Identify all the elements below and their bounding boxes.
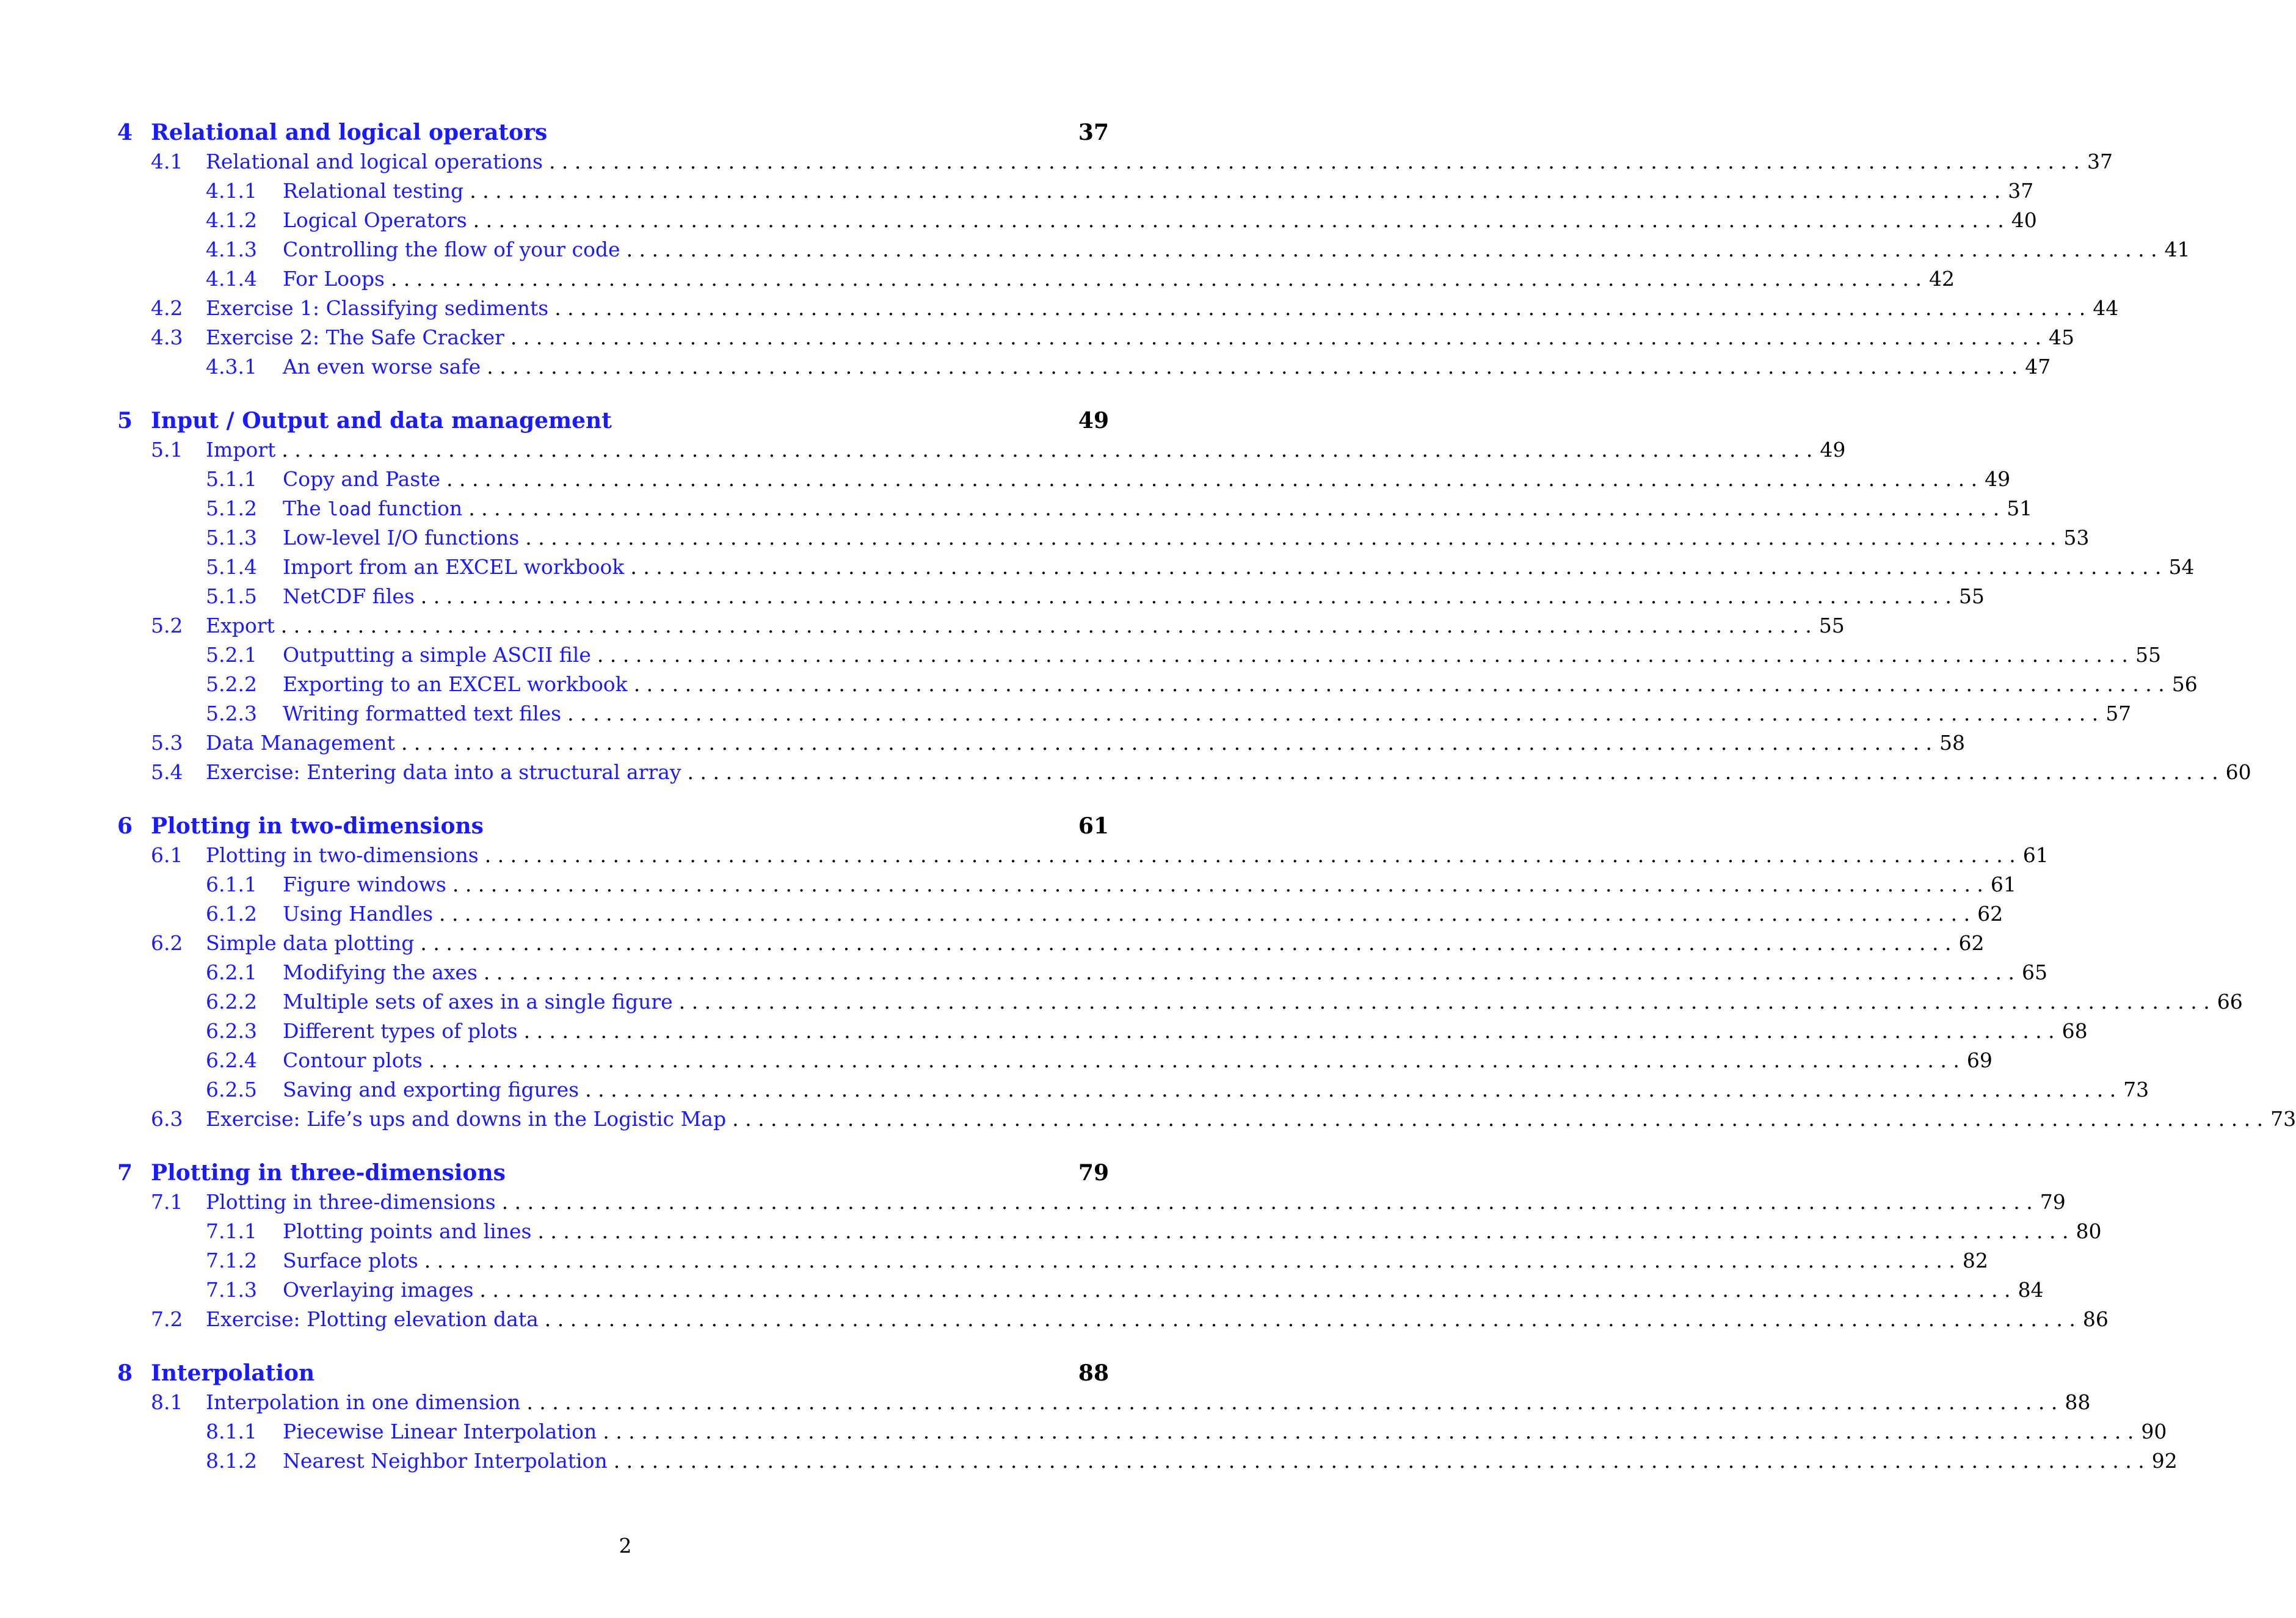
entry-title-link[interactable]: An even worse safe — [283, 355, 481, 379]
entry-number: 5.1.3 — [206, 526, 257, 550]
entry-page: 68 — [2062, 1019, 2088, 1043]
entry-page: 92 — [2151, 1449, 2178, 1473]
entry-number: 6.2 — [151, 931, 183, 955]
toc-entry-6-2-2[interactable] — [117, 987, 2243, 1017]
toc-entry-5-2-2[interactable] — [117, 670, 2198, 699]
toc-entry-5-2-3[interactable] — [117, 699, 2132, 728]
toc-entry-5-2-1[interactable] — [117, 640, 2161, 670]
entry-title-link[interactable]: For Loops — [283, 267, 385, 291]
chapter-title-link[interactable]: Plotting in two-dimensions — [151, 813, 484, 839]
toc-entry-5-1-1[interactable] — [117, 465, 2011, 494]
table-of-contents — [117, 118, 2296, 1476]
entry-page: 73 — [2270, 1107, 2296, 1131]
chapter-gap — [117, 1334, 1109, 1359]
toc-entry-8-1-1[interactable] — [117, 1417, 2167, 1446]
entry-title-link[interactable]: Overlaying images — [283, 1278, 474, 1302]
dot-leader: . . . . . . . . . . . . . . . . . . . . . . . . . . . . . . . . . . . . . . . . . . . . . . . . . . . . . . . . . . . . . . . . . . . . . . . . . . . . . . . . . . . . . . . . . . . . . . . . . . . . . . . . . . . . . . . . . . . . . . . . — [544, 1307, 2076, 1331]
toc-entry-6-2[interactable] — [117, 929, 1985, 958]
entry-title-link[interactable]: Import from an EXCEL workbook — [283, 555, 625, 579]
entry-title-part: function — [371, 496, 463, 520]
chapter-number: 6 — [117, 813, 133, 839]
entry-number: 4.1.1 — [206, 179, 257, 203]
entry-number: 6.2.1 — [206, 960, 257, 984]
toc-entry-4-1-4[interactable] — [117, 264, 1955, 294]
dot-leader: . . . . . . . . . . . . . . . . . . . . . . . . . . . . . . . . . . . . . . . . . . . . . . . . . . . . . . . . . . . . . . . . . . . . . . . . . . . . . . . . . . . . . . . . . . . . . . . . . . . . . . . . . . . . . . . . . . . . . . . . — [420, 584, 1952, 608]
entry-number: 6.1.2 — [206, 902, 257, 926]
chapter-number: 7 — [117, 1160, 133, 1186]
toc-entry-6-2-5[interactable] — [117, 1075, 2149, 1105]
entry-page: 42 — [1929, 267, 1955, 291]
dot-leader: . . . . . . . . . . . . . . . . . . . . . . . . . . . . . . . . . . . . . . . . . . . . . . . . . . . . . . . . . . . . . . . . . . . . . . . . . . . . . . . . . . . . . . . . . . . . . . . . . . . . . . . . . . . . . . . . . . . . . . . . — [613, 1449, 2145, 1473]
dot-leader: . . . . . . . . . . . . . . . . . . . . . . . . . . . . . . . . . . . . . . . . . . . . . . . . . . . . . . . . . . . . . . . . . . . . . . . . . . . . . . . . . . . . . . . . . . . . . . . . . . . . . . . . . . . . . . . . . . . . . . . . — [439, 902, 1971, 926]
entry-page: 47 — [2025, 355, 2051, 379]
toc-entry-7-1-3[interactable] — [117, 1275, 2044, 1305]
dot-leader: . . . . . . . . . . . . . . . . . . . . . . . . . . . . . . . . . . . . . . . . . . . . . . . . . . . . . . . . . . . . . . . . . . . . . . . . . . . . . . . . . . . . . . . . . . . . . . . . . . . . . . . . . . . . . . . . . . . . . . . . — [597, 643, 2128, 667]
toc-entry-8-1-2[interactable] — [117, 1446, 2178, 1476]
chapter-gap — [117, 382, 1109, 406]
entry-title-link[interactable]: Nearest Neighbor Interpolation — [283, 1449, 608, 1473]
entry-number: 5.1 — [151, 438, 183, 462]
entry-page: 61 — [2022, 843, 2049, 867]
entry-number: 8.1 — [151, 1390, 183, 1414]
dot-leader: . . . . . . . . . . . . . . . . . . . . . . . . . . . . . . . . . . . . . . . . . . . . . . . . . . . . . . . . . . . . . . . . . . . . . . . . . . . . . . . . . . . . . . . . . . . . . . . . . . . . . . . . . . . . . . . . . . . . . . . . — [487, 355, 2018, 379]
toc-chapter-8[interactable] — [117, 1359, 1109, 1388]
toc-entry-6-2-4[interactable] — [117, 1046, 1993, 1075]
entry-page: 88 — [2065, 1390, 2091, 1414]
entry-title-link[interactable]: Plotting in three-dimensions — [206, 1190, 496, 1214]
entry-title-link[interactable]: Figure windows — [283, 872, 446, 896]
dot-leader: . . . . . . . . . . . . . . . . . . . . . . . . . . . . . . . . . . . . . . . . . . . . . . . . . . . . . . . . . . . . . . . . . . . . . . . . . . . . . . . . . . . . . . . . . . . . . . . . . . . . . . . . . . . . . . . . . . . . . . . . — [282, 438, 1813, 462]
chapter-gap — [117, 787, 1109, 811]
toc-chapter-4[interactable] — [117, 118, 1109, 147]
entry-number: 5.2 — [151, 614, 183, 637]
entry-number: 6.1.1 — [206, 872, 257, 896]
toc-entry-5-1-4[interactable] — [117, 553, 2195, 582]
dot-leader: . . . . . . . . . . . . . . . . . . . . . . . . . . . . . . . . . . . . . . . . . . . . . . . . . . . . . . . . . . . . . . . . . . . . . . . . . . . . . . . . . . . . . . . . . . . . . . . . . . . . . . . . . . . . . . . . . . . . . . . . — [630, 555, 2162, 579]
entry-number: 8.1.1 — [206, 1420, 257, 1443]
dot-leader: . . . . . . . . . . . . . . . . . . . . . . . . . . . . . . . . . . . . . . . . . . . . . . . . . . . . . . . . . . . . . . . . . . . . . . . . . . . . . . . . . . . . . . . . . . . . . . . . . . . . . . . . . . . . . . . . . . . . . . . . — [548, 150, 2080, 173]
toc-entry-6-2-1[interactable] — [117, 958, 2047, 987]
entry-number: 7.2 — [151, 1307, 183, 1331]
toc-entry-6-1-2[interactable] — [117, 899, 2004, 929]
entry-page: 58 — [1939, 731, 1966, 755]
dot-leader: . . . . . . . . . . . . . . . . . . . . . . . . . . . . . . . . . . . . . . . . . . . . . . . . . . . . . . . . . . . . . . . . . . . . . . . . . . . . . . . . . . . . . . . . . . . . . . . . . . . . . . . . . . . . . . . . . . . . . . . . — [446, 467, 1978, 491]
entry-page: 66 — [2217, 990, 2243, 1014]
dot-leader: . . . . . . . . . . . . . . . . . . . . . . . . . . . . . . . . . . . . . . . . . . . . . . . . . . . . . . . . . . . . . . . . . . . . . . . . . . . . . . . . . . . . . . . . . . . . . . . . . . . . . . . . . . . . . . . . . . . . . . . . — [567, 702, 2099, 725]
entry-number: 6.3 — [151, 1107, 183, 1131]
entry-page: 82 — [1962, 1249, 1988, 1272]
entry-number: 7.1.2 — [206, 1249, 257, 1272]
toc-entry-5-1-5[interactable] — [117, 582, 1985, 611]
dot-leader: . . . . . . . . . . . . . . . . . . . . . . . . . . . . . . . . . . . . . . . . . . . . . . . . . . . . . . . . . . . . . . . . . . . . . . . . . . . . . . . . . . . . . . . . . . . . . . . . . . . . . . . . . . . . . . . . . . . . . . . . — [428, 1048, 1960, 1072]
entry-title-link[interactable]: Data Management — [206, 731, 395, 755]
entry-title-link[interactable]: Surface plots — [283, 1249, 418, 1272]
entry-title-link[interactable]: Simple data plotting — [206, 931, 415, 955]
dot-leader: . . . . . . . . . . . . . . . . . . . . . . . . . . . . . . . . . . . . . . . . . . . . . . . . . . . . . . . . . . . . . . . . . . . . . . . . . . . . . . . . . . . . . . . . . . . . . . . . . . . . . . . . . . . . . . . . . . . . . . . . — [603, 1420, 2134, 1443]
entry-title-link[interactable]: NetCDF files — [283, 584, 415, 608]
chapter-number: 5 — [117, 408, 133, 434]
toc-entry-6-2-3[interactable] — [117, 1017, 2088, 1046]
chapter-title-link[interactable]: Input / Output and data management — [151, 408, 612, 434]
dot-leader: . . . . . . . . . . . . . . . . . . . . . . . . . . . . . . . . . . . . . . . . . . . . . . . . . . . . . . . . . . . . . . . . . . . . . . . . . . . . . . . . . . . . . . . . . . . . . . . . . . . . . . . . . . . . . . . . . . . . . . . . — [401, 731, 1933, 755]
entry-number: 5.3 — [151, 731, 183, 755]
toc-entry-4-1-1[interactable] — [117, 176, 2034, 206]
entry-page: 61 — [1990, 872, 2016, 896]
entry-number: 5.2.3 — [206, 702, 257, 725]
entry-page: 37 — [2087, 150, 2113, 173]
toc-entry-8-1[interactable] — [117, 1388, 2091, 1417]
entry-title-link[interactable]: Controlling the flow of your code — [283, 238, 620, 261]
entry-title-link[interactable]: Relational testing — [283, 179, 464, 203]
toc-entry-5-3[interactable] — [117, 728, 1966, 758]
dot-leader: . . . . . . . . . . . . . . . . . . . . . . . . . . . . . . . . . . . . . . . . . . . . . . . . . . . . . . . . . . . . . . . . . . . . . . . . . . . . . . . . . . . . . . . . . . . . . . . . . . . . . . . . . . . . . . . . . . . . . . . . — [473, 208, 2004, 232]
entry-number: 6.2.5 — [206, 1078, 257, 1101]
entry-title-link[interactable]: Plotting in two-dimensions — [206, 843, 479, 867]
entry-number: 5.2.1 — [206, 643, 257, 667]
dot-leader: . . . . . . . . . . . . . . . . . . . . . . . . . . . . . . . . . . . . . . . . . . . . . . . . . . . . . . . . . . . . . . . . . . . . . . . . . . . . . . . . . . . . . . . . . . . . . . . . . . . . . . . . . . . . . . . . . . . . . . . . — [280, 614, 1812, 637]
toc-entry-5-1-3[interactable] — [117, 523, 2090, 553]
entry-page: 57 — [2105, 702, 2132, 725]
entry-title-link[interactable]: Exporting to an EXCEL workbook — [283, 672, 628, 696]
entry-title-link[interactable]: Using Handles — [283, 902, 434, 926]
entry-title-link[interactable]: Modifying the axes — [283, 960, 478, 984]
entry-title-link[interactable]: Export — [206, 614, 275, 637]
toc-entry-6-1[interactable] — [117, 841, 2049, 870]
entry-title-link[interactable]: Interpolation in one dimension — [206, 1390, 521, 1414]
entry-title-link[interactable]: Low-level I/O functions — [283, 526, 520, 550]
entry-number: 8.1.2 — [206, 1449, 257, 1473]
dot-leader: . . . . . . . . . . . . . . . . . . . . . . . . . . . . . . . . . . . . . . . . . . . . . . . . . . . . . . . . . . . . . . . . . . . . . . . . . . . . . . . . . . . . . . . . . . . . . . . . . . . . . . . . . . . . . . . . . . . . . . . . — [390, 267, 1922, 291]
dot-leader: . . . . . . . . . . . . . . . . . . . . . . . . . . . . . . . . . . . . . . . . . . . . . . . . . . . . . . . . . . . . . . . . . . . . . . . . . . . . . . . . . . . . . . . . . . . . . . . . . . . . . . . . . . . . . . . . . . . . . . . . — [452, 872, 1983, 896]
entry-number: 4.2 — [151, 296, 183, 320]
dot-leader: . . . . . . . . . . . . . . . . . . . . . . . . . . . . . . . . . . . . . . . . . . . . . . . . . . . . . . . . . . . . . . . . . . . . . . . . . . . . . . . . . . . . . . . . . . . . . . . . . . . . . . . . . . . . . . . . . . . . . . . . — [687, 760, 2218, 784]
entry-number: 4.3.1 — [206, 355, 257, 379]
entry-title-link[interactable] — [283, 494, 462, 524]
entry-page: 79 — [2040, 1190, 2066, 1214]
toc-entry-4-1-2[interactable] — [117, 206, 2037, 235]
entry-page: 44 — [2093, 296, 2119, 320]
entry-number: 4.1.3 — [206, 238, 257, 261]
entry-page: 51 — [2007, 496, 2033, 520]
chapter-page: 88 — [1078, 1360, 1109, 1386]
entry-number: 6.2.4 — [206, 1048, 257, 1072]
entry-number: 4.1 — [151, 150, 183, 173]
entry-page: 73 — [2123, 1078, 2149, 1101]
entry-page: 54 — [2168, 555, 2195, 579]
entry-number: 5.2.2 — [206, 672, 257, 696]
entry-title-link[interactable]: Exercise 1: Classifying sediments — [206, 296, 549, 320]
dot-leader: . . . . . . . . . . . . . . . . . . . . . . . . . . . . . . . . . . . . . . . . . . . . . . . . . . . . . . . . . . . . . . . . . . . . . . . . . . . . . . . . . . . . . . . . . . . . . . . . . . . . . . . . . . . . . . . . . . . . . . . . — [484, 843, 2016, 867]
dot-leader: . . . . . . . . . . . . . . . . . . . . . . . . . . . . . . . . . . . . . . . . . . . . . . . . . . . . . . . . . . . . . . . . . . . . . . . . . . . . . . . . . . . . . . . . . . . . . . . . . . . . . . . . . . . . . . . . . . . . . . . . — [554, 296, 2086, 320]
entry-title-link[interactable]: Contour plots — [283, 1048, 423, 1072]
entry-title-link[interactable]: Exercise: Entering data into a structural array — [206, 760, 681, 784]
entry-title-link[interactable]: Exercise 2: The Safe Cracker — [206, 325, 504, 349]
toc-entry-6-1-1[interactable] — [117, 870, 2016, 899]
entry-title-link[interactable]: Relational and logical operations — [206, 150, 543, 173]
chapter-number: 4 — [117, 120, 133, 145]
entry-page: 40 — [2011, 208, 2037, 232]
entry-title-part: The — [283, 496, 328, 520]
entry-page: 90 — [2141, 1420, 2167, 1443]
entry-title-link[interactable]: Exercise: Life’s ups and downs in the Logistic Map — [206, 1107, 727, 1131]
entry-page: 49 — [1985, 467, 2011, 491]
entry-page: 37 — [2008, 179, 2034, 203]
entry-title-link[interactable]: Outputting a simple ASCII file — [283, 643, 591, 667]
toc-chapter-7[interactable] — [117, 1158, 1109, 1188]
toc-entry-5-4[interactable] — [117, 758, 2251, 787]
toc-entry-7-1-2[interactable] — [117, 1246, 1988, 1275]
entry-page: 60 — [2225, 760, 2251, 784]
chapter-page: 37 — [1078, 120, 1109, 145]
entry-number: 6.1 — [151, 843, 183, 867]
entry-number: 6.2.3 — [206, 1019, 257, 1043]
entry-page: 55 — [1958, 584, 1985, 608]
entry-page: 55 — [1818, 614, 1845, 637]
entry-number: 5.4 — [151, 760, 183, 784]
dot-leader: . . . . . . . . . . . . . . . . . . . . . . . . . . . . . . . . . . . . . . . . . . . . . . . . . . . . . . . . . . . . . . . . . . . . . . . . . . . . . . . . . . . . . . . . . . . . . . . . . . . . . . . . . . . . . . . . . . . . . . . . — [468, 496, 2000, 520]
dot-leader: . . . . . . . . . . . . . . . . . . . . . . . . . . . . . . . . . . . . . . . . . . . . . . . . . . . . . . . . . . . . . . . . . . . . . . . . . . . . . . . . . . . . . . . . . . . . . . . . . . . . . . . . . . . . . . . . . . . . . . . . — [420, 931, 1952, 955]
entry-title-link[interactable]: Plotting points and lines — [283, 1219, 532, 1243]
dot-leader: . . . . . . . . . . . . . . . . . . . . . . . . . . . . . . . . . . . . . . . . . . . . . . . . . . . . . . . . . . . . . . . . . . . . . . . . . . . . . . . . . . . . . . . . . . . . . . . . . . . . . . . . . . . . . . . . . . . . . . . . — [424, 1249, 1955, 1272]
toc-chapter-6[interactable] — [117, 811, 1109, 841]
entry-number: 5.1.5 — [206, 584, 257, 608]
chapter-title-link[interactable]: Interpolation — [151, 1360, 315, 1386]
chapter-gap — [117, 1134, 1109, 1158]
entry-title-link[interactable]: Import — [206, 438, 276, 462]
entry-number: 5.1.4 — [206, 555, 257, 579]
chapter-page: 49 — [1078, 408, 1109, 434]
toc-entry-5-1-2[interactable] — [117, 494, 2033, 523]
entry-page: 49 — [1820, 438, 1846, 462]
entry-page: 84 — [2018, 1278, 2044, 1302]
entry-title-link[interactable]: Copy and Paste — [283, 467, 441, 491]
entry-number: 7.1.1 — [206, 1219, 257, 1243]
entry-page: 56 — [2171, 672, 2198, 696]
entry-title-link[interactable]: Writing formatted text files — [283, 702, 562, 725]
dot-leader: . . . . . . . . . . . . . . . . . . . . . . . . . . . . . . . . . . . . . . . . . . . . . . . . . . . . . . . . . . . . . . . . . . . . . . . . . . . . . . . . . . . . . . . . . . . . . . . . . . . . . . . . . . . . . . . . . . . . . . . . — [678, 990, 2210, 1014]
dot-leader: . . . . . . . . . . . . . . . . . . . . . . . . . . . . . . . . . . . . . . . . . . . . . . . . . . . . . . . . . . . . . . . . . . . . . . . . . . . . . . . . . . . . . . . . . . . . . . . . . . . . . . . . . . . . . . . . . . . . . . . . — [525, 526, 2057, 550]
entry-title-code: load — [327, 499, 372, 520]
entry-number: 4.1.4 — [206, 267, 257, 291]
dot-leader: . . . . . . . . . . . . . . . . . . . . . . . . . . . . . . . . . . . . . . . . . . . . . . . . . . . . . . . . . . . . . . . . . . . . . . . . . . . . . . . . . . . . . . . . . . . . . . . . . . . . . . . . . . . . . . . . . . . . . . . . — [732, 1107, 2264, 1131]
entry-title-link[interactable]: Piecewise Linear Interpolation — [283, 1420, 597, 1443]
chapter-page: 79 — [1078, 1160, 1109, 1186]
dot-leader: . . . . . . . . . . . . . . . . . . . . . . . . . . . . . . . . . . . . . . . . . . . . . . . . . . . . . . . . . . . . . . . . . . . . . . . . . . . . . . . . . . . . . . . . . . . . . . . . . . . . . . . . . . . . . . . . . . . . . . . . — [633, 672, 2165, 696]
toc-entry-7-2[interactable] — [117, 1305, 2109, 1334]
toc-entry-4-1[interactable] — [117, 147, 2113, 176]
entry-number: 5.1.2 — [206, 496, 257, 520]
entry-title-link[interactable]: Saving and exporting figures — [283, 1078, 579, 1101]
entry-number: 6.2.2 — [206, 990, 257, 1014]
toc-entry-7-1-1[interactable] — [117, 1217, 2102, 1246]
toc-entry-4-1-3[interactable] — [117, 235, 2190, 264]
toc-entry-4-3[interactable] — [117, 323, 2074, 352]
entry-page: 80 — [2076, 1219, 2102, 1243]
dot-leader: . . . . . . . . . . . . . . . . . . . . . . . . . . . . . . . . . . . . . . . . . . . . . . . . . . . . . . . . . . . . . . . . . . . . . . . . . . . . . . . . . . . . . . . . . . . . . . . . . . . . . . . . . . . . . . . . . . . . . . . . — [523, 1019, 2055, 1043]
entry-number: 4.1.2 — [206, 208, 257, 232]
toc-entry-4-2[interactable] — [117, 294, 2119, 323]
dot-leader: . . . . . . . . . . . . . . . . . . . . . . . . . . . . . . . . . . . . . . . . . . . . . . . . . . . . . . . . . . . . . . . . . . . . . . . . . . . . . . . . . . . . . . . . . . . . . . . . . . . . . . . . . . . . . . . . . . . . . . . . — [537, 1219, 2069, 1243]
entry-number: 5.1.1 — [206, 467, 257, 491]
dot-leader: . . . . . . . . . . . . . . . . . . . . . . . . . . . . . . . . . . . . . . . . . . . . . . . . . . . . . . . . . . . . . . . . . . . . . . . . . . . . . . . . . . . . . . . . . . . . . . . . . . . . . . . . . . . . . . . . . . . . . . . . — [479, 1278, 2011, 1302]
entry-page: 69 — [1966, 1048, 1993, 1072]
dot-leader: . . . . . . . . . . . . . . . . . . . . . . . . . . . . . . . . . . . . . . . . . . . . . . . . . . . . . . . . . . . . . . . . . . . . . . . . . . . . . . . . . . . . . . . . . . . . . . . . . . . . . . . . . . . . . . . . . . . . . . . . — [510, 325, 2041, 349]
entry-title-link[interactable]: Exercise: Plotting elevation data — [206, 1307, 539, 1331]
toc-entry-7-1[interactable] — [117, 1188, 2066, 1217]
entry-title-link[interactable]: Multiple sets of axes in a single figure — [283, 990, 673, 1014]
chapter-page: 61 — [1078, 813, 1109, 839]
dot-leader: . . . . . . . . . . . . . . . . . . . . . . . . . . . . . . . . . . . . . . . . . . . . . . . . . . . . . . . . . . . . . . . . . . . . . . . . . . . . . . . . . . . . . . . . . . . . . . . . . . . . . . . . . . . . . . . . . . . . . . . . — [585, 1078, 2116, 1101]
entry-page: 55 — [2135, 643, 2161, 667]
entry-title-link[interactable]: Logical Operators — [283, 208, 467, 232]
toc-entry-5-2[interactable] — [117, 611, 1845, 640]
dot-leader: . . . . . . . . . . . . . . . . . . . . . . . . . . . . . . . . . . . . . . . . . . . . . . . . . . . . . . . . . . . . . . . . . . . . . . . . . . . . . . . . . . . . . . . . . . . . . . . . . . . . . . . . . . . . . . . . . . . . . . . . — [483, 960, 2014, 984]
toc-chapter-5[interactable] — [117, 406, 1109, 435]
entry-number: 7.1.3 — [206, 1278, 257, 1302]
entry-number: 7.1 — [151, 1190, 183, 1214]
dot-leader: . . . . . . . . . . . . . . . . . . . . . . . . . . . . . . . . . . . . . . . . . . . . . . . . . . . . . . . . . . . . . . . . . . . . . . . . . . . . . . . . . . . . . . . . . . . . . . . . . . . . . . . . . . . . . . . . . . . . . . . . — [526, 1390, 2058, 1414]
toc-entry-5-1[interactable] — [117, 435, 1846, 465]
entry-page: 86 — [2082, 1307, 2109, 1331]
chapter-number: 8 — [117, 1360, 133, 1386]
page-number: 2 — [619, 1534, 632, 1558]
entry-number: 4.3 — [151, 325, 183, 349]
entry-page: 65 — [2021, 960, 2047, 984]
chapter-title-link[interactable]: Relational and logical operators — [151, 120, 548, 145]
dot-leader: . . . . . . . . . . . . . . . . . . . . . . . . . . . . . . . . . . . . . . . . . . . . . . . . . . . . . . . . . . . . . . . . . . . . . . . . . . . . . . . . . . . . . . . . . . . . . . . . . . . . . . . . . . . . . . . . . . . . . . . . — [501, 1190, 2033, 1214]
entry-page: 62 — [1977, 902, 2004, 926]
toc-entry-4-3-1[interactable] — [117, 352, 2051, 382]
dot-leader: . . . . . . . . . . . . . . . . . . . . . . . . . . . . . . . . . . . . . . . . . . . . . . . . . . . . . . . . . . . . . . . . . . . . . . . . . . . . . . . . . . . . . . . . . . . . . . . . . . . . . . . . . . . . . . . . . . . . . . . . — [470, 179, 2001, 203]
entry-page: 53 — [2063, 526, 2090, 550]
entry-title-link[interactable]: Different types of plots — [283, 1019, 518, 1043]
toc-entry-6-3[interactable] — [117, 1105, 2296, 1134]
chapter-title-link[interactable]: Plotting in three-dimensions — [151, 1160, 506, 1186]
entry-page: 62 — [1958, 931, 1985, 955]
dot-leader: . . . . . . . . . . . . . . . . . . . . . . . . . . . . . . . . . . . . . . . . . . . . . . . . . . . . . . . . . . . . . . . . . . . . . . . . . . . . . . . . . . . . . . . . . . . . . . . . . . . . . . . . . . . . . . . . . . . . . . . . — [626, 238, 2157, 261]
entry-page: 45 — [2048, 325, 2074, 349]
entry-page: 41 — [2164, 238, 2190, 261]
